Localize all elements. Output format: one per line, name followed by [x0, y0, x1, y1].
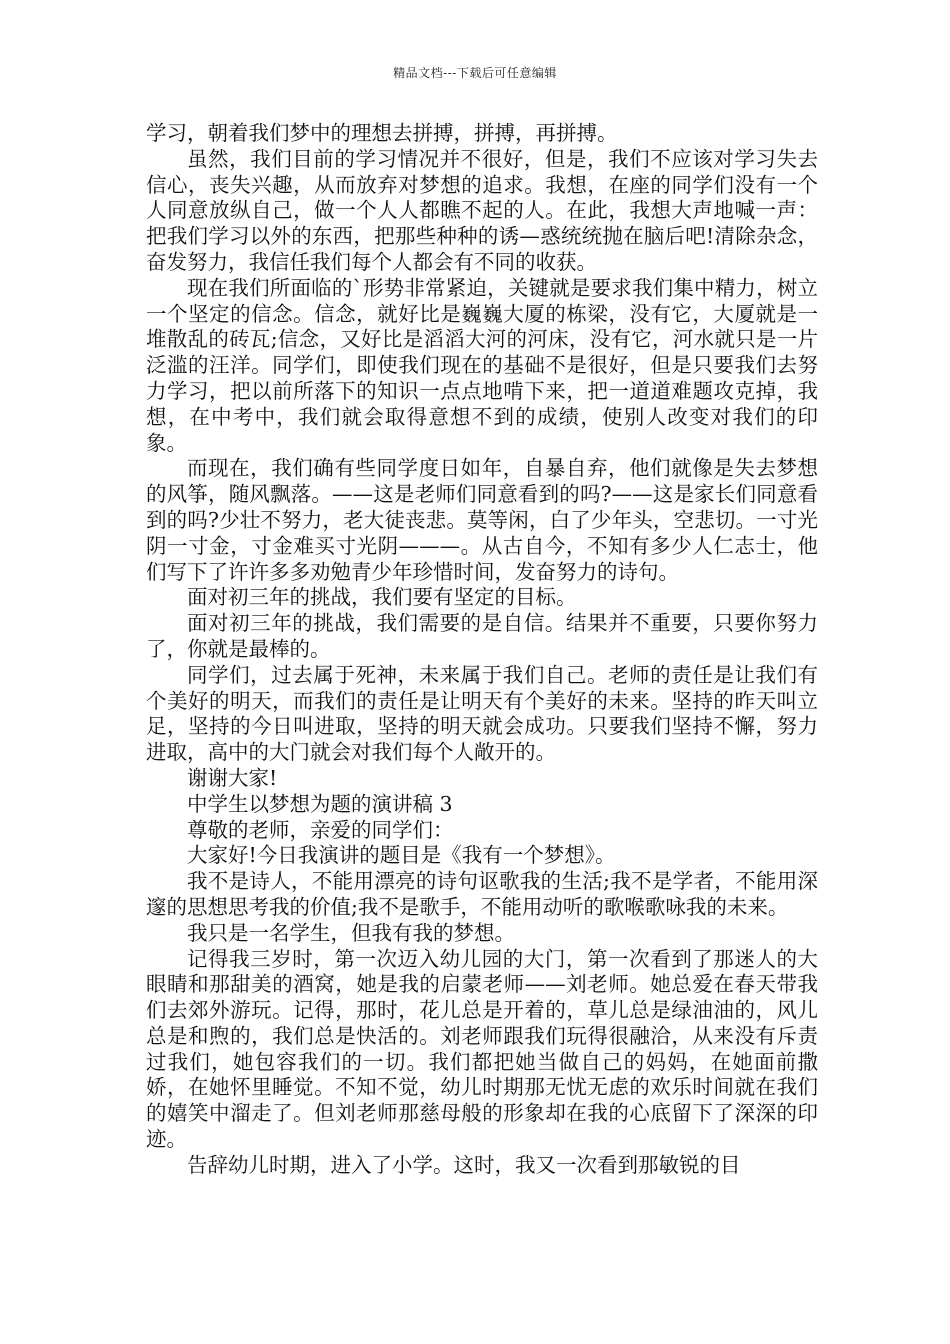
paragraph: 告辞幼儿时期，进入了小学。这时，我又一次看到那敏锐的目 — [187, 1152, 741, 1177]
paragraph: 我只是一名学生，但我有我的梦想。 — [187, 920, 515, 945]
paragraph: 大家好!今日我演讲的题目是《我有一个梦想》。 — [187, 843, 616, 868]
running-header: 精品文档---下载后可任意编辑 — [393, 66, 557, 80]
paragraph: 面对初三年的挑战，我们要有坚定的目标。 — [187, 585, 577, 610]
salutation: 尊敬的老师，亲爱的同学们： — [187, 817, 454, 842]
paragraph: 同学们，过去属于死神，未来属于我们自己。老师的责任是让我们有个美好的明天，而我们的责任是让明天有个美好的未来。坚持的昨天叫立足，坚持的今日叫进取，坚持的明天就会成功。只要我们坚持不懈，努力进取，高中的大门就会对我们每个人敞开的。 — [146, 662, 818, 765]
paragraph: 谢谢大家! — [187, 765, 278, 790]
section-title: 中学生以梦想为题的演讲稿 3 — [187, 791, 453, 816]
paragraph: 现在我们所面临的`形势非常紧迫，关键就是要求我们集中精力，树立一个坚定的信念。信念，就好比是巍巍大厦的栋梁，没有它，大厦就是一堆散乱的砖瓦;信念，又好比是滔滔大河的河床，没有它，河水就只是一片泛滥的汪洋。同学们，即使我们现在的基础不是很好，但是只要我们去努力学习，把以前所落下的知识一点点地啃下来，把一道道难题攻克掉，我想，在中考中，我们就会取得意想不到的成绩，使别人改变对我们的印象。 — [146, 275, 818, 455]
paragraph: 而现在，我们确有些同学度日如年，自暴自弃，他们就像是失去梦想的风筝，随风飘落。——这是老师们同意看到的吗?——这是家长们同意看到的吗?少壮不努力，老大徒丧悲。莫等闲，白了少年头，空悲切。一寸光阴一寸金，寸金难买寸光阴———。从古自今，不知有多少人仁志士，他们写下了许许多多劝勉青少年珍惜时间，发奋努力的诗句。 — [146, 456, 818, 584]
paragraph: 面对初三年的挑战，我们需要的是自信。结果并不重要，只要你努力了，你就是最棒的。 — [146, 611, 818, 661]
paragraph: 虽然，我们目前的学习情况并不很好，但是，我们不应该对学习失去信心，丧失兴趣，从而放弃对梦想的追求。我想，在座的同学们没有一个人同意放纵自己，做一个人人都瞧不起的人。在此，我想大声地喊一声：把我们学习以外的东西，把那些种种的诱—惑统统抛在脑后吧!清除杂念，奋发努力，我信任我们每个人都会有不同的收获。 — [146, 146, 818, 274]
paragraph: 记得我三岁时，第一次迈入幼儿园的大门，第一次看到了那迷人的大眼睛和那甜美的酒窝，她是我的启蒙老师——刘老师。她总爱在春天带我们去郊外游玩。记得，那时，花儿总是开着的，草儿总是绿油油的，风儿总是和煦的，我们总是快活的。刘老师跟我们玩得很融洽，从来没有斥责过我们，她包容我们的一切。我们都把她当做自己的妈妈，在她面前撒娇，在她怀里睡觉。不知不觉，幼儿时期那无忧无虑的欢乐时间就在我们的嬉笑中溜走了。但刘老师那慈母般的形象却在我的心底留下了深深的印迹。 — [146, 946, 818, 1152]
document-body — [146, 121, 818, 1179]
paragraph: 我不是诗人，不能用漂亮的诗句讴歌我的生活;我不是学者，不能用深邃的思想思考我的价值;我不是歌手，不能用动听的歌喉歌咏我的未来。 — [146, 869, 818, 919]
paragraph: 学习，朝着我们梦中的理想去拼搏，拼搏，再拼搏。 — [146, 121, 618, 145]
